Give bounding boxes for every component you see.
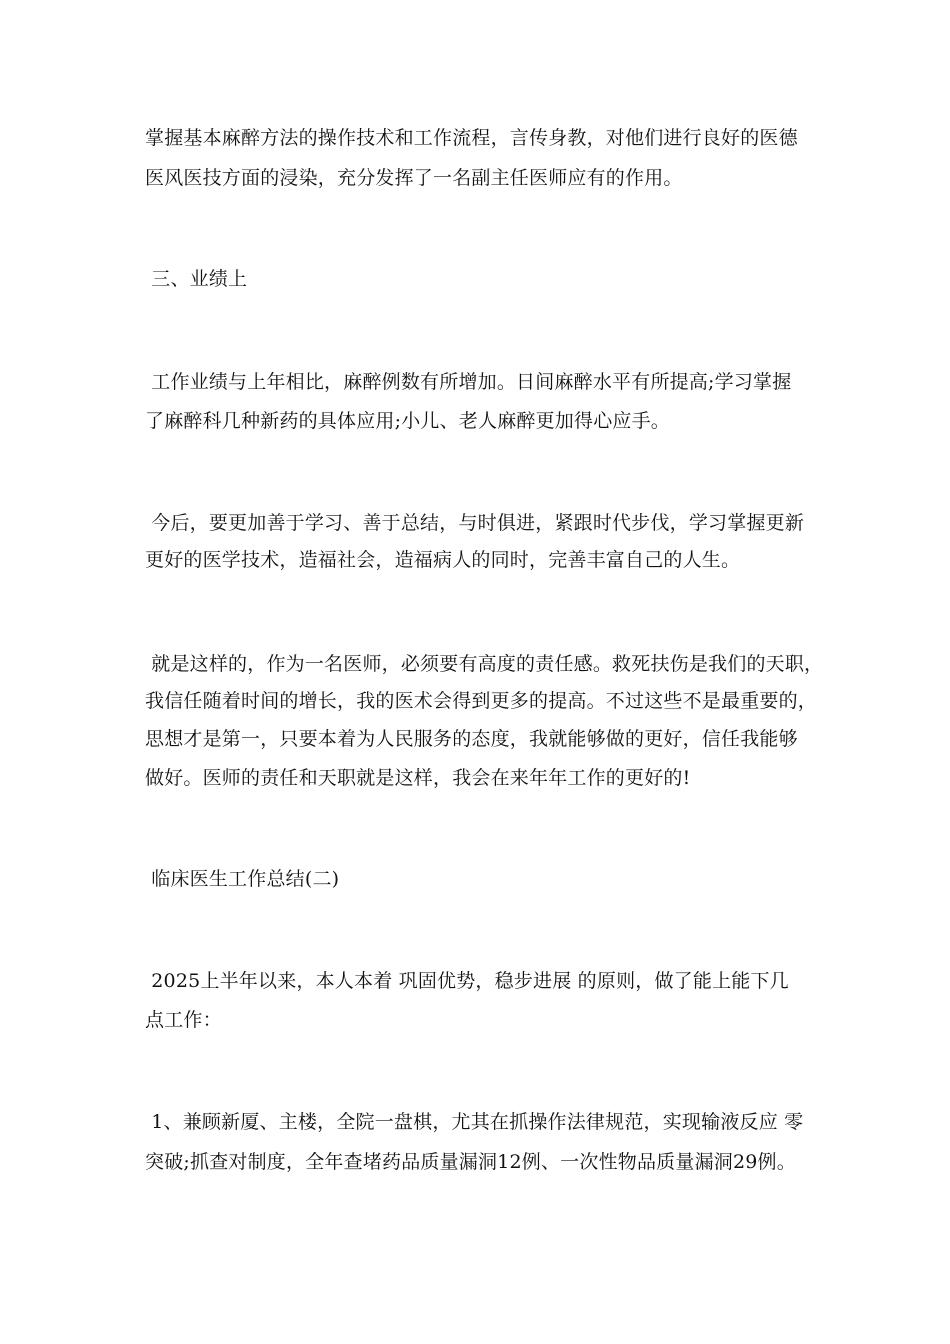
section-heading: 三、业绩上: [145, 268, 248, 290]
paragraph-4-line-1: 今后，要更加善于学习、善于总结，与时俱进，紧跟时代步伐，学习掌握更新: [145, 512, 805, 534]
paragraph-8-line-1: 1、兼顾新厦、主楼，全院一盘棋，尤其在抓操作法律规范，实现输液反应 零: [145, 1111, 804, 1133]
section-title-2: 临床医生工作总结(二): [145, 868, 340, 890]
paragraph-1-line-2: 医风医技方面的浸染，充分发挥了一名副主任医师应有的作用。: [145, 167, 683, 189]
paragraph-3-line-2: 了麻醉科几种新药的具体应用;小儿、老人麻醉更加得心应手。: [145, 410, 671, 432]
paragraph-7-line-2: 点工作：: [145, 1009, 222, 1031]
paragraph-5-line-1: 就是这样的，作为一名医师，必须要有高度的责任感。救死扶伤是我们的天职，: [145, 653, 824, 675]
paragraph-1-line-1: 掌握基本麻醉方法的操作技术和工作流程，言传身教，对他们进行良好的医德: [145, 127, 798, 149]
paragraph-5-line-3: 思想才是第一，只要本着为人民服务的态度，我就能够做的更好，信任我能够: [145, 728, 798, 750]
paragraph-5-line-4: 做好。医师的责任和天职就是这样，我会在来年年工作的更好的!: [145, 767, 691, 789]
paragraph-4-line-2: 更好的医学技术，造福社会，造福病人的同时，完善丰富自己的人生。: [145, 549, 741, 571]
paragraph-3-line-1: 工作业绩与上年相比，麻醉例数有所增加。日间麻醉水平有所提高;学习掌握: [145, 371, 792, 393]
paragraph-7-line-1: 2025上半年以来，本人本着 巩固优势，稳步进展 的原则，做了能上能下几: [145, 970, 789, 992]
paragraph-5-line-2: 我信任随着时间的增长，我的医术会得到更多的提高。不过这些不是最重要的，: [145, 690, 818, 712]
paragraph-8-line-2: 突破;抓查对制度，全年查堵药品质量漏洞12例、一次性物品质量漏洞29例。: [145, 1151, 796, 1173]
